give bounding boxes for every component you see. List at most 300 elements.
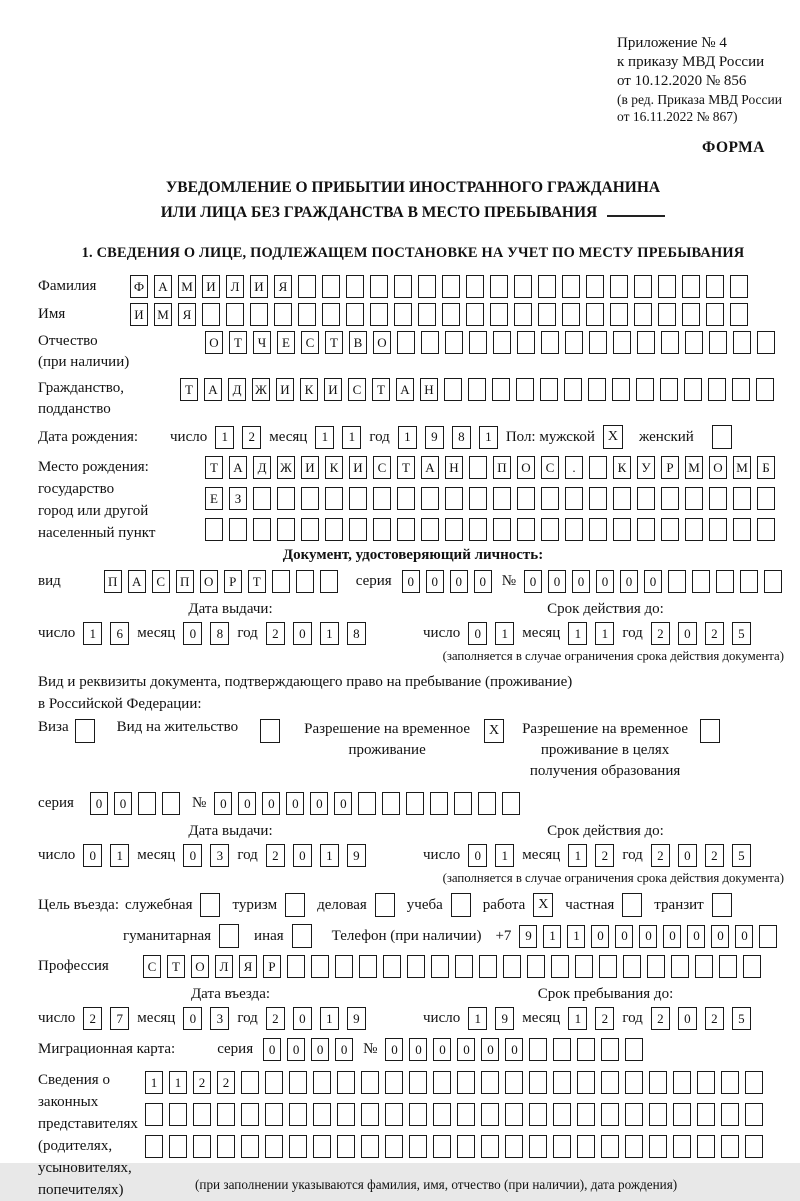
- char-cell[interactable]: 0: [678, 1007, 697, 1030]
- char-cell[interactable]: [502, 792, 520, 815]
- char-cell[interactable]: [383, 955, 401, 978]
- char-cell[interactable]: [697, 1071, 715, 1094]
- char-cell[interactable]: 2: [651, 844, 670, 867]
- char-cell[interactable]: 1: [568, 844, 587, 867]
- char-cell[interactable]: [265, 1135, 283, 1158]
- char-cell[interactable]: 1: [495, 844, 514, 867]
- char-cell[interactable]: [613, 487, 631, 510]
- char-cell[interactable]: [145, 1103, 163, 1126]
- char-cell[interactable]: [277, 487, 295, 510]
- char-cell[interactable]: [541, 518, 559, 541]
- char-cell[interactable]: [601, 1038, 619, 1061]
- char-cell[interactable]: [493, 331, 511, 354]
- char-cell[interactable]: 9: [347, 1007, 366, 1030]
- char-cell[interactable]: 1: [479, 426, 498, 449]
- char-cell[interactable]: 1: [543, 925, 561, 948]
- char-cell[interactable]: 0: [402, 570, 420, 593]
- edu-permit-checkbox[interactable]: [700, 719, 720, 743]
- char-cell[interactable]: [759, 925, 777, 948]
- char-cell[interactable]: [394, 275, 412, 298]
- char-cell[interactable]: [623, 955, 641, 978]
- char-cell[interactable]: [382, 792, 400, 815]
- char-cell[interactable]: 9: [425, 426, 444, 449]
- char-cell[interactable]: [745, 1103, 763, 1126]
- char-cell[interactable]: А: [421, 456, 439, 479]
- purpose-humanitarian-checkbox[interactable]: [219, 924, 239, 948]
- char-cell[interactable]: К: [613, 456, 631, 479]
- visa-checkbox[interactable]: [75, 719, 95, 743]
- char-cell[interactable]: [229, 518, 247, 541]
- char-cell[interactable]: С: [152, 570, 170, 593]
- char-cell[interactable]: [493, 487, 511, 510]
- char-cell[interactable]: [493, 518, 511, 541]
- char-cell[interactable]: [697, 1135, 715, 1158]
- char-cell[interactable]: [719, 955, 737, 978]
- char-cell[interactable]: [469, 456, 487, 479]
- char-cell[interactable]: [697, 1103, 715, 1126]
- char-cell[interactable]: [407, 955, 425, 978]
- char-cell[interactable]: [586, 275, 604, 298]
- char-cell[interactable]: [454, 792, 472, 815]
- char-cell[interactable]: [445, 518, 463, 541]
- char-cell[interactable]: И: [130, 303, 148, 326]
- char-cell[interactable]: [564, 378, 582, 401]
- char-cell[interactable]: 0: [293, 1007, 312, 1030]
- char-cell[interactable]: 0: [711, 925, 729, 948]
- char-cell[interactable]: 0: [293, 622, 312, 645]
- char-cell[interactable]: [421, 518, 439, 541]
- char-cell[interactable]: 9: [495, 1007, 514, 1030]
- char-cell[interactable]: Л: [215, 955, 233, 978]
- char-cell[interactable]: 0: [286, 792, 304, 815]
- char-cell[interactable]: Р: [263, 955, 281, 978]
- char-cell[interactable]: П: [176, 570, 194, 593]
- purpose-tourism-checkbox[interactable]: [285, 893, 305, 917]
- char-cell[interactable]: 2: [193, 1071, 211, 1094]
- char-cell[interactable]: [733, 518, 751, 541]
- char-cell[interactable]: 0: [262, 792, 280, 815]
- char-cell[interactable]: [684, 378, 702, 401]
- sex-female-checkbox[interactable]: [712, 425, 732, 449]
- char-cell[interactable]: [721, 1071, 739, 1094]
- char-cell[interactable]: [433, 1103, 451, 1126]
- char-cell[interactable]: [169, 1135, 187, 1158]
- char-cell[interactable]: [409, 1135, 427, 1158]
- char-cell[interactable]: Е: [205, 487, 223, 510]
- char-cell[interactable]: [169, 1103, 187, 1126]
- char-cell[interactable]: А: [229, 456, 247, 479]
- char-cell[interactable]: [481, 1071, 499, 1094]
- char-cell[interactable]: С: [373, 456, 391, 479]
- char-cell[interactable]: Е: [277, 331, 295, 354]
- char-cell[interactable]: [311, 955, 329, 978]
- char-cell[interactable]: [517, 331, 535, 354]
- char-cell[interactable]: [740, 570, 758, 593]
- char-cell[interactable]: [661, 331, 679, 354]
- char-cell[interactable]: [241, 1103, 259, 1126]
- char-cell[interactable]: 2: [651, 1007, 670, 1030]
- char-cell[interactable]: [541, 331, 559, 354]
- char-cell[interactable]: [613, 518, 631, 541]
- char-cell[interactable]: [610, 303, 628, 326]
- char-cell[interactable]: [708, 378, 726, 401]
- char-cell[interactable]: А: [396, 378, 414, 401]
- char-cell[interactable]: 0: [548, 570, 566, 593]
- char-cell[interactable]: [612, 378, 630, 401]
- char-cell[interactable]: 2: [595, 844, 614, 867]
- char-cell[interactable]: [296, 570, 314, 593]
- char-cell[interactable]: 1: [468, 1007, 487, 1030]
- char-cell[interactable]: [301, 518, 319, 541]
- char-cell[interactable]: 8: [347, 622, 366, 645]
- char-cell[interactable]: [406, 792, 424, 815]
- char-cell[interactable]: [706, 303, 724, 326]
- char-cell[interactable]: [492, 378, 510, 401]
- char-cell[interactable]: [601, 1135, 619, 1158]
- char-cell[interactable]: 0: [450, 570, 468, 593]
- char-cell[interactable]: [716, 570, 734, 593]
- char-cell[interactable]: [418, 275, 436, 298]
- char-cell[interactable]: П: [493, 456, 511, 479]
- char-cell[interactable]: [226, 303, 244, 326]
- char-cell[interactable]: 0: [639, 925, 657, 948]
- char-cell[interactable]: 0: [678, 622, 697, 645]
- char-cell[interactable]: 0: [591, 925, 609, 948]
- char-cell[interactable]: [757, 487, 775, 510]
- char-cell[interactable]: 0: [505, 1038, 523, 1061]
- char-cell[interactable]: [529, 1038, 547, 1061]
- char-cell[interactable]: [673, 1071, 691, 1094]
- char-cell[interactable]: 0: [334, 792, 352, 815]
- char-cell[interactable]: [433, 1135, 451, 1158]
- char-cell[interactable]: [685, 487, 703, 510]
- char-cell[interactable]: 9: [347, 844, 366, 867]
- char-cell[interactable]: [359, 955, 377, 978]
- char-cell[interactable]: [469, 518, 487, 541]
- char-cell[interactable]: [289, 1103, 307, 1126]
- char-cell[interactable]: И: [202, 275, 220, 298]
- char-cell[interactable]: 1: [568, 622, 587, 645]
- char-cell[interactable]: [445, 487, 463, 510]
- char-cell[interactable]: [287, 955, 305, 978]
- purpose-private-checkbox[interactable]: [622, 893, 642, 917]
- char-cell[interactable]: [577, 1071, 595, 1094]
- char-cell[interactable]: [490, 275, 508, 298]
- char-cell[interactable]: [217, 1135, 235, 1158]
- char-cell[interactable]: Д: [228, 378, 246, 401]
- char-cell[interactable]: [589, 487, 607, 510]
- char-cell[interactable]: [193, 1135, 211, 1158]
- char-cell[interactable]: [516, 378, 534, 401]
- char-cell[interactable]: 5: [732, 844, 751, 867]
- char-cell[interactable]: Ч: [253, 331, 271, 354]
- char-cell[interactable]: [397, 518, 415, 541]
- char-cell[interactable]: [658, 303, 676, 326]
- char-cell[interactable]: [385, 1103, 403, 1126]
- char-cell[interactable]: [647, 955, 665, 978]
- purpose-study-checkbox[interactable]: [451, 893, 471, 917]
- char-cell[interactable]: [313, 1103, 331, 1126]
- char-cell[interactable]: [478, 792, 496, 815]
- char-cell[interactable]: [685, 518, 703, 541]
- char-cell[interactable]: [205, 518, 223, 541]
- char-cell[interactable]: [313, 1071, 331, 1094]
- char-cell[interactable]: К: [300, 378, 318, 401]
- char-cell[interactable]: [637, 518, 655, 541]
- char-cell[interactable]: [325, 518, 343, 541]
- char-cell[interactable]: [433, 1071, 451, 1094]
- char-cell[interactable]: [349, 487, 367, 510]
- char-cell[interactable]: 1: [568, 1007, 587, 1030]
- char-cell[interactable]: [538, 303, 556, 326]
- char-cell[interactable]: .: [565, 456, 583, 479]
- char-cell[interactable]: [733, 487, 751, 510]
- char-cell[interactable]: [457, 1071, 475, 1094]
- char-cell[interactable]: [589, 456, 607, 479]
- char-cell[interactable]: 2: [217, 1071, 235, 1094]
- char-cell[interactable]: [145, 1135, 163, 1158]
- char-cell[interactable]: [202, 303, 220, 326]
- char-cell[interactable]: 2: [705, 844, 724, 867]
- char-cell[interactable]: [692, 570, 710, 593]
- char-cell[interactable]: [346, 275, 364, 298]
- char-cell[interactable]: 0: [90, 792, 108, 815]
- char-cell[interactable]: [757, 518, 775, 541]
- char-cell[interactable]: [430, 792, 448, 815]
- char-cell[interactable]: 5: [732, 622, 751, 645]
- char-cell[interactable]: С: [348, 378, 366, 401]
- char-cell[interactable]: [695, 955, 713, 978]
- char-cell[interactable]: В: [349, 331, 367, 354]
- char-cell[interactable]: [442, 303, 460, 326]
- char-cell[interactable]: 0: [433, 1038, 451, 1061]
- char-cell[interactable]: [397, 487, 415, 510]
- char-cell[interactable]: [241, 1135, 259, 1158]
- char-cell[interactable]: [721, 1103, 739, 1126]
- char-cell[interactable]: [661, 518, 679, 541]
- char-cell[interactable]: [562, 275, 580, 298]
- char-cell[interactable]: [490, 303, 508, 326]
- char-cell[interactable]: [743, 955, 761, 978]
- char-cell[interactable]: 8: [210, 622, 229, 645]
- char-cell[interactable]: [138, 792, 156, 815]
- char-cell[interactable]: [457, 1135, 475, 1158]
- char-cell[interactable]: Д: [253, 456, 271, 479]
- char-cell[interactable]: 5: [732, 1007, 751, 1030]
- char-cell[interactable]: Н: [445, 456, 463, 479]
- char-cell[interactable]: [634, 303, 652, 326]
- char-cell[interactable]: 1: [315, 426, 334, 449]
- char-cell[interactable]: [320, 570, 338, 593]
- char-cell[interactable]: [553, 1103, 571, 1126]
- char-cell[interactable]: [661, 487, 679, 510]
- char-cell[interactable]: [541, 487, 559, 510]
- char-cell[interactable]: 0: [409, 1038, 427, 1061]
- char-cell[interactable]: [385, 1071, 403, 1094]
- char-cell[interactable]: 0: [287, 1038, 305, 1061]
- char-cell[interactable]: 2: [266, 844, 285, 867]
- char-cell[interactable]: [732, 378, 750, 401]
- char-cell[interactable]: [361, 1103, 379, 1126]
- char-cell[interactable]: [733, 331, 751, 354]
- char-cell[interactable]: [529, 1103, 547, 1126]
- char-cell[interactable]: 3: [210, 844, 229, 867]
- char-cell[interactable]: [709, 487, 727, 510]
- char-cell[interactable]: [685, 331, 703, 354]
- char-cell[interactable]: О: [200, 570, 218, 593]
- char-cell[interactable]: 1: [110, 844, 129, 867]
- char-cell[interactable]: 0: [238, 792, 256, 815]
- char-cell[interactable]: М: [733, 456, 751, 479]
- purpose-business-checkbox[interactable]: [200, 893, 220, 917]
- char-cell[interactable]: [551, 955, 569, 978]
- char-cell[interactable]: [469, 331, 487, 354]
- char-cell[interactable]: 0: [481, 1038, 499, 1061]
- char-cell[interactable]: 1: [398, 426, 417, 449]
- char-cell[interactable]: 0: [183, 1007, 202, 1030]
- char-cell[interactable]: [418, 303, 436, 326]
- char-cell[interactable]: [337, 1135, 355, 1158]
- char-cell[interactable]: [409, 1071, 427, 1094]
- char-cell[interactable]: 0: [183, 844, 202, 867]
- char-cell[interactable]: 0: [183, 622, 202, 645]
- char-cell[interactable]: 1: [215, 426, 234, 449]
- char-cell[interactable]: [265, 1071, 283, 1094]
- char-cell[interactable]: [514, 303, 532, 326]
- char-cell[interactable]: [373, 518, 391, 541]
- char-cell[interactable]: [346, 303, 364, 326]
- char-cell[interactable]: [481, 1135, 499, 1158]
- char-cell[interactable]: [479, 955, 497, 978]
- char-cell[interactable]: 7: [110, 1007, 129, 1030]
- char-cell[interactable]: [397, 331, 415, 354]
- char-cell[interactable]: [601, 1103, 619, 1126]
- char-cell[interactable]: 2: [651, 622, 670, 645]
- char-cell[interactable]: [673, 1103, 691, 1126]
- residence-permit-checkbox[interactable]: [260, 719, 280, 743]
- char-cell[interactable]: [673, 1135, 691, 1158]
- char-cell[interactable]: [565, 331, 583, 354]
- char-cell[interactable]: [577, 1135, 595, 1158]
- char-cell[interactable]: [253, 518, 271, 541]
- char-cell[interactable]: [505, 1103, 523, 1126]
- char-cell[interactable]: [660, 378, 678, 401]
- char-cell[interactable]: К: [325, 456, 343, 479]
- char-cell[interactable]: [745, 1135, 763, 1158]
- char-cell[interactable]: 1: [342, 426, 361, 449]
- char-cell[interactable]: А: [154, 275, 172, 298]
- char-cell[interactable]: [313, 1135, 331, 1158]
- char-cell[interactable]: 0: [311, 1038, 329, 1061]
- char-cell[interactable]: [272, 570, 290, 593]
- char-cell[interactable]: 2: [242, 426, 261, 449]
- char-cell[interactable]: 0: [335, 1038, 353, 1061]
- char-cell[interactable]: [370, 275, 388, 298]
- char-cell[interactable]: Б: [757, 456, 775, 479]
- char-cell[interactable]: Ж: [277, 456, 295, 479]
- char-cell[interactable]: 0: [663, 925, 681, 948]
- char-cell[interactable]: 0: [426, 570, 444, 593]
- char-cell[interactable]: [503, 955, 521, 978]
- char-cell[interactable]: [757, 331, 775, 354]
- char-cell[interactable]: Ф: [130, 275, 148, 298]
- char-cell[interactable]: О: [191, 955, 209, 978]
- temp-permit-checkbox[interactable]: X: [484, 719, 504, 743]
- char-cell[interactable]: [517, 518, 535, 541]
- char-cell[interactable]: А: [128, 570, 146, 593]
- char-cell[interactable]: 0: [214, 792, 232, 815]
- char-cell[interactable]: [217, 1103, 235, 1126]
- char-cell[interactable]: 1: [495, 622, 514, 645]
- char-cell[interactable]: [468, 378, 486, 401]
- char-cell[interactable]: [444, 378, 462, 401]
- char-cell[interactable]: [455, 955, 473, 978]
- char-cell[interactable]: [265, 1103, 283, 1126]
- char-cell[interactable]: [322, 303, 340, 326]
- char-cell[interactable]: [553, 1135, 571, 1158]
- char-cell[interactable]: [469, 487, 487, 510]
- char-cell[interactable]: [601, 1071, 619, 1094]
- char-cell[interactable]: 0: [83, 844, 102, 867]
- char-cell[interactable]: [335, 955, 353, 978]
- char-cell[interactable]: [253, 487, 271, 510]
- char-cell[interactable]: 9: [519, 925, 537, 948]
- char-cell[interactable]: [709, 518, 727, 541]
- char-cell[interactable]: [565, 518, 583, 541]
- char-cell[interactable]: [277, 518, 295, 541]
- char-cell[interactable]: [325, 487, 343, 510]
- char-cell[interactable]: [481, 1103, 499, 1126]
- char-cell[interactable]: [250, 303, 268, 326]
- char-cell[interactable]: Р: [661, 456, 679, 479]
- char-cell[interactable]: О: [709, 456, 727, 479]
- char-cell[interactable]: 1: [169, 1071, 187, 1094]
- char-cell[interactable]: [658, 275, 676, 298]
- char-cell[interactable]: [529, 1135, 547, 1158]
- char-cell[interactable]: [517, 487, 535, 510]
- char-cell[interactable]: 2: [266, 1007, 285, 1030]
- char-cell[interactable]: [649, 1071, 667, 1094]
- char-cell[interactable]: 1: [145, 1071, 163, 1094]
- char-cell[interactable]: П: [104, 570, 122, 593]
- char-cell[interactable]: [577, 1103, 595, 1126]
- char-cell[interactable]: [409, 1103, 427, 1126]
- char-cell[interactable]: [301, 487, 319, 510]
- purpose-work-checkbox[interactable]: X: [533, 893, 553, 917]
- char-cell[interactable]: [649, 1135, 667, 1158]
- char-cell[interactable]: 0: [263, 1038, 281, 1061]
- char-cell[interactable]: 3: [210, 1007, 229, 1030]
- char-cell[interactable]: 0: [468, 622, 487, 645]
- char-cell[interactable]: И: [276, 378, 294, 401]
- char-cell[interactable]: 1: [567, 925, 585, 948]
- char-cell[interactable]: 0: [385, 1038, 403, 1061]
- char-cell[interactable]: [457, 1103, 475, 1126]
- char-cell[interactable]: [421, 487, 439, 510]
- purpose-transit-checkbox[interactable]: [712, 893, 732, 917]
- char-cell[interactable]: [241, 1071, 259, 1094]
- char-cell[interactable]: М: [178, 275, 196, 298]
- char-cell[interactable]: [274, 303, 292, 326]
- char-cell[interactable]: И: [250, 275, 268, 298]
- char-cell[interactable]: Т: [248, 570, 266, 593]
- char-cell[interactable]: И: [349, 456, 367, 479]
- char-cell[interactable]: [730, 303, 748, 326]
- char-cell[interactable]: [625, 1038, 643, 1061]
- char-cell[interactable]: У: [637, 456, 655, 479]
- char-cell[interactable]: 0: [524, 570, 542, 593]
- char-cell[interactable]: [445, 331, 463, 354]
